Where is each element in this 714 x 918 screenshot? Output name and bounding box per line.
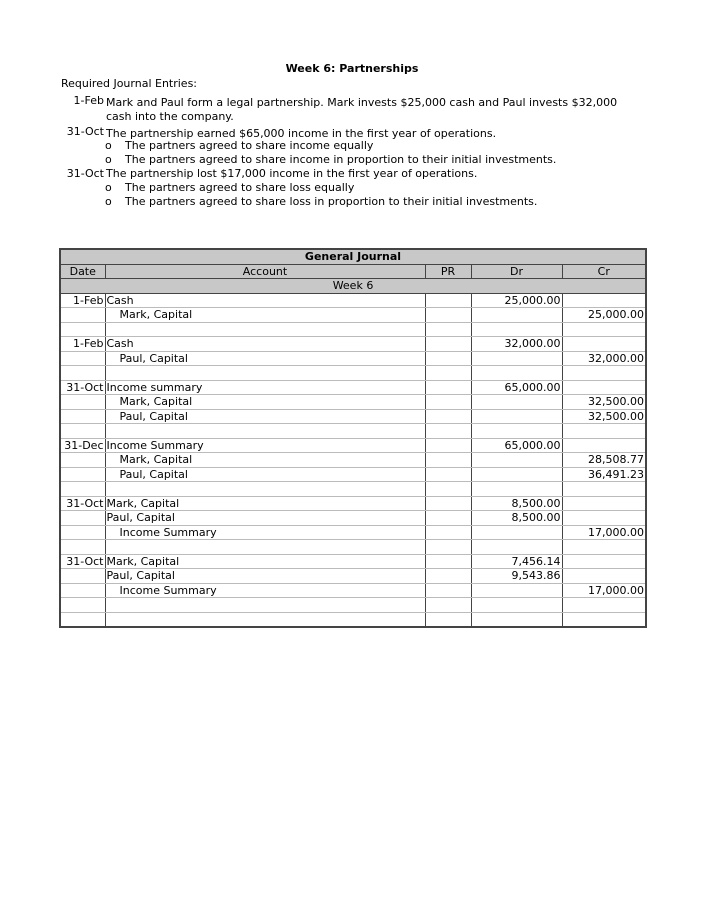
credit-cell: 17,000.00 [562,583,646,598]
pr-cell [425,424,471,439]
account-cell: Income Summary [105,438,425,453]
date-cell: 31-Oct [60,380,105,395]
account-cell: Paul, Capital [105,467,425,482]
journal-title-row [60,249,646,264]
debit-cell: 7,456.14 [471,554,562,569]
debit-cell: 9,543.86 [471,569,562,584]
table-row [60,351,646,366]
account-cell [105,540,425,555]
debit-cell [471,409,562,424]
credit-cell [562,598,646,613]
date-cell [60,308,105,323]
date-cell [60,612,105,627]
date-cell [60,322,105,337]
bullet-text: The partners agreed to share income equally [125,139,374,152]
credit-cell [562,569,646,584]
account-cell: Paul, Capital [105,351,425,366]
date-cell [60,409,105,424]
account-cell: Mark, Capital [105,554,425,569]
journal-header-row [60,264,646,279]
table-row [60,337,646,352]
account-cell: Mark, Capital [105,453,425,468]
account-cell: Cash [105,337,425,352]
debit-cell [471,424,562,439]
pr-cell [425,438,471,453]
credit-cell [562,293,646,308]
pr-cell [425,612,471,627]
pr-cell [425,583,471,598]
credit-cell [562,438,646,453]
account-cell: Paul, Capital [105,569,425,584]
debit-cell [471,540,562,555]
bullet-text: The partners agreed to share income in proportion to their initial investments. [125,153,557,166]
pr-cell [425,554,471,569]
table-row [60,482,646,497]
pr-cell [425,337,471,352]
date-cell [60,482,105,497]
credit-cell [562,337,646,352]
bullet-marker: o [105,195,112,208]
debit-cell [471,525,562,540]
pr-cell [425,308,471,323]
date-cell [60,366,105,381]
date-cell [60,395,105,410]
debit-cell: 65,000.00 [471,438,562,453]
account-cell: Income Summary [105,583,425,598]
table-row [60,583,646,598]
table-row [60,438,646,453]
date-cell [60,598,105,613]
pr-cell [425,409,471,424]
header-account: Account [105,264,425,279]
debit-cell [471,308,562,323]
debit-cell [471,395,562,410]
date-cell [60,540,105,555]
table-row [60,612,646,627]
credit-cell [562,540,646,555]
pr-cell [425,351,471,366]
debit-cell: 65,000.00 [471,380,562,395]
pr-cell [425,322,471,337]
date-cell: 1-Feb [60,293,105,308]
credit-cell: 17,000.00 [562,525,646,540]
bullet-marker: o [105,181,112,194]
account-cell [105,322,425,337]
debit-cell [471,453,562,468]
header-cr: Cr [562,264,646,279]
date-cell [60,525,105,540]
account-cell [105,598,425,613]
account-cell [105,366,425,381]
table-row [60,308,646,323]
entry-date: 31-Oct [66,167,104,180]
debit-cell [471,583,562,598]
table-row [60,540,646,555]
debit-cell [471,366,562,381]
date-cell [60,569,105,584]
date-cell [60,467,105,482]
journal-section: Week 6 [60,279,646,294]
date-cell [60,453,105,468]
general-journal-table [59,248,647,628]
date-cell [60,511,105,526]
date-cell [60,424,105,439]
account-cell: Paul, Capital [105,409,425,424]
credit-cell [562,612,646,627]
account-cell [105,482,425,497]
credit-cell [562,380,646,395]
account-cell: Income summary [105,380,425,395]
date-cell: 31-Oct [60,554,105,569]
date-cell: 31-Oct [60,496,105,511]
bullet-text: The partners agreed to share loss in proportion to their initial investments. [125,195,538,208]
table-row [60,554,646,569]
table-row [60,293,646,308]
credit-cell [562,424,646,439]
pr-cell [425,380,471,395]
pr-cell [425,511,471,526]
required-entries-label: Required Journal Entries: [61,77,198,90]
table-row [60,424,646,439]
debit-cell [471,482,562,497]
account-cell: Mark, Capital [105,395,425,410]
debit-cell [471,612,562,627]
credit-cell: 32,500.00 [562,395,646,410]
journal-title: General Journal [60,249,646,264]
credit-cell: 32,500.00 [562,409,646,424]
pr-cell [425,467,471,482]
debit-cell: 25,000.00 [471,293,562,308]
pr-cell [425,569,471,584]
page-title: Week 6: Partnerships [285,62,419,75]
debit-cell [471,322,562,337]
date-cell [60,351,105,366]
debit-cell [471,598,562,613]
credit-cell [562,482,646,497]
table-row [60,409,646,424]
pr-cell [425,525,471,540]
account-cell [105,612,425,627]
debit-cell [471,351,562,366]
table-row [60,366,646,381]
debit-cell: 8,500.00 [471,511,562,526]
bullet-marker: o [105,139,112,152]
account-cell: Mark, Capital [105,496,425,511]
table-row [60,496,646,511]
debit-cell [471,467,562,482]
pr-cell [425,482,471,497]
header-date: Date [60,264,105,279]
credit-cell: 32,000.00 [562,351,646,366]
account-cell: Mark, Capital [105,308,425,323]
credit-cell: 28,508.77 [562,453,646,468]
entry-text: The partnership earned $65,000 income in the first year of operations. [106,127,497,140]
account-cell: Cash [105,293,425,308]
header-dr: Dr [471,264,562,279]
table-row [60,598,646,613]
pr-cell [425,598,471,613]
journal-section-row [60,279,646,294]
table-row [60,467,646,482]
credit-cell [562,322,646,337]
entry-text: The partnership lost $17,000 income in the first year of operations. [106,167,478,180]
date-cell: 31-Dec [60,438,105,453]
debit-cell: 8,500.00 [471,496,562,511]
bullet-text: The partners agreed to share loss equally [125,181,355,194]
account-cell [105,424,425,439]
pr-cell [425,540,471,555]
credit-cell: 36,491.23 [562,467,646,482]
credit-cell: 25,000.00 [562,308,646,323]
entry-date: 31-Oct [66,125,104,138]
entry-text: Mark and Paul form a legal partnership. Mark invests $25,000 cash and Paul invests $32,000 [106,96,618,109]
pr-cell [425,395,471,410]
pr-cell [425,496,471,511]
header-pr: PR [425,264,471,279]
credit-cell [562,554,646,569]
credit-cell [562,496,646,511]
pr-cell [425,293,471,308]
entry-text: cash into the company. [106,110,234,123]
table-row [60,511,646,526]
date-cell [60,583,105,598]
table-row [60,322,646,337]
credit-cell [562,366,646,381]
account-cell: Paul, Capital [105,511,425,526]
account-cell: Income Summary [105,525,425,540]
table-row [60,380,646,395]
date-cell: 1-Feb [60,337,105,352]
debit-cell: 32,000.00 [471,337,562,352]
table-row [60,395,646,410]
credit-cell [562,511,646,526]
table-row [60,525,646,540]
table-row [60,569,646,584]
pr-cell [425,453,471,468]
table-row [60,453,646,468]
bullet-marker: o [105,153,112,166]
pr-cell [425,366,471,381]
entry-date: 1-Feb [73,94,104,107]
